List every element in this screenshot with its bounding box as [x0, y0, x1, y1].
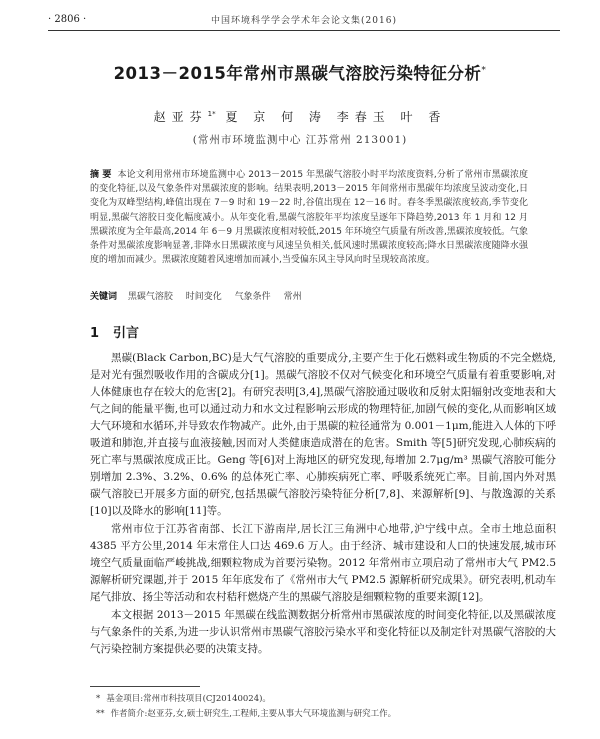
section-heading: [90, 322, 139, 341]
footnotes: [96, 692, 556, 722]
footnote-mark: **: [96, 709, 105, 719]
page-number: · 2806 ·: [48, 13, 87, 25]
footnote-text: 基金项目:常州市科技项目(CJ20140024)。: [106, 694, 271, 704]
keyword: 常州: [283, 292, 302, 302]
section-title: 引言: [113, 326, 140, 341]
abstract-label: 摘 要: [90, 170, 112, 180]
author-footnote-mark: 1*: [207, 110, 216, 118]
paper-title: [40, 60, 560, 84]
keywords-label: 关键词: [90, 292, 118, 302]
body-paragraph: 黑碳(Black Carbon,BC)是大气气溶胶的重要成分,主要产生于化石燃料或生物质的不完全燃烧,是对光有强烈吸收作用的含碳成分[1]。黑碳气溶胶不仅对气候变化和环境空气质量有着重要影响,对人体健康也存在较大的危害[2]。有研究表明[3,4],黑碳气溶胶通过吸收和反射太阳辐射改变地表和大气之间的能量平衡,也可以通过动力和水文过程影响云形成的物理特征,加剧气候的变化,从而影响区域大气环境和水循环,并导致农作物减产。此外,由于黑碳的粒径通常为 0.001－1μm,能进入人体的下呼吸道和肺泡,并直接与血液接触,因而对人类健康造成潜在的危害。Smith 等[5]研究发现,心肺疾病的死亡率与黑碳浓度成正比。Geng 等[6]对上海地区的研究发现,每增加 2.7μg/m³ 黑碳气溶胶可能分别增加 2.3%、3.2%、0.6% 的总体死亡率、心肺疾病死亡率、呼吸系统死亡率。目前,国内外对黑碳气溶胶已开展多方面的研究,包括黑碳气溶胶污染特征分析[7,8]、来源解析[9]、与散逸源的关系[10]以及降水的影响[11]等。: [90, 352, 556, 517]
footnote-divider: [90, 686, 200, 687]
section-number: 1: [90, 326, 100, 341]
paper-title-text: 2013－2015年常州市黑碳气溶胶污染特征分析: [113, 64, 482, 83]
affiliation: (常州市环境监测中心 江苏常州 213001): [192, 134, 408, 146]
co-authors: 夏 京 何 涛 李春玉 叶 香: [225, 110, 447, 124]
keyword: 时间变化: [185, 292, 222, 302]
abstract-text: 本论文利用常州市环境监测中心 2013－2015 年黑碳气溶胶小时平均浓度资料,分析了常州市黑碳浓度的变化特征,以及气象条件对黑碳浓度的影响。结果表明,2013－2015 年间常州市黑碳年均浓度呈波动变化,日变化为双峰型结构,峰值出现在 7－9 时和 19－22 时,谷值出现在 12－16 时。春冬季黑碳浓度较高,季节变化明显,黑碳气溶胶日变化幅度减小。从年变化看,黑碳气溶胶年平均浓度呈逐年下降趋势,2013 年 1 月和 12 月黑碳浓度为全年最高,2014 年 6－9 月黑碳浓度相对较低,2015 年环境空气质量有所改善,黑碳浓度较低。气象条件对黑碳浓度影响显著,非降水日黑碳浓度与风速呈负相关,低风速时黑碳浓度较高;降水日黑碳浓度随降水强度的增加而减少。黑碳浓度随着风速增加而减小,当受偏东风主导风向时呈现较高浓度。: [90, 170, 528, 266]
keywords: [90, 289, 528, 302]
footnote-mark: *: [96, 694, 101, 704]
journal-title: 中国环境科学学会学术年会论文集(2016): [211, 15, 397, 26]
keyword: 黑碳气溶胶: [127, 292, 173, 302]
running-header: [48, 8, 560, 31]
author-list: [40, 108, 560, 125]
footnote: [96, 692, 556, 707]
footnote: [96, 707, 556, 722]
body-paragraph: 本文根据 2013－2015 年黑碳在线监测数据分析常州市黑碳浓度的时间变化特征,以及黑碳浓度与气象条件的关系,为进一步认识常州市黑碳气溶胶污染水平和变化特征以及制定针对黑碳气溶胶的大气污染控制方案提供必要的决策支持。: [90, 609, 556, 655]
body-paragraph: 常州市位于江苏省南部、长江下游南岸,居长江三角洲中心地带,沪宁线中点。全市土地总面积 4385 平方公里,2014 年末常住人口达 469.6 万人。由于经济、城市建设和人口的快速发展,城市环境空气质量面临严峻挑战,细颗粒物成为首要污染物。2012 年常州市立项启动了常州市大气 PM2.5 源解析研究课题,并于 2015 年年底发布了《常州市大气 PM2.5 源解析研究成果》。研究表明,机动车尾气排放、扬尘等活动和农村秸秆燃烧产生的黑碳气溶胶是细颗粒物的重要来源[12]。: [90, 523, 556, 603]
abstract: [90, 168, 528, 267]
first-author: 赵亚芬: [153, 110, 208, 124]
keyword: 气象条件: [234, 292, 271, 302]
footnote-text: 作者简介:赵亚芬,女,硕士研究生,工程师,主要从事大气环境监测与研究工作。: [110, 709, 397, 719]
title-footnote-mark: *: [481, 65, 487, 76]
body-text: [90, 350, 556, 659]
